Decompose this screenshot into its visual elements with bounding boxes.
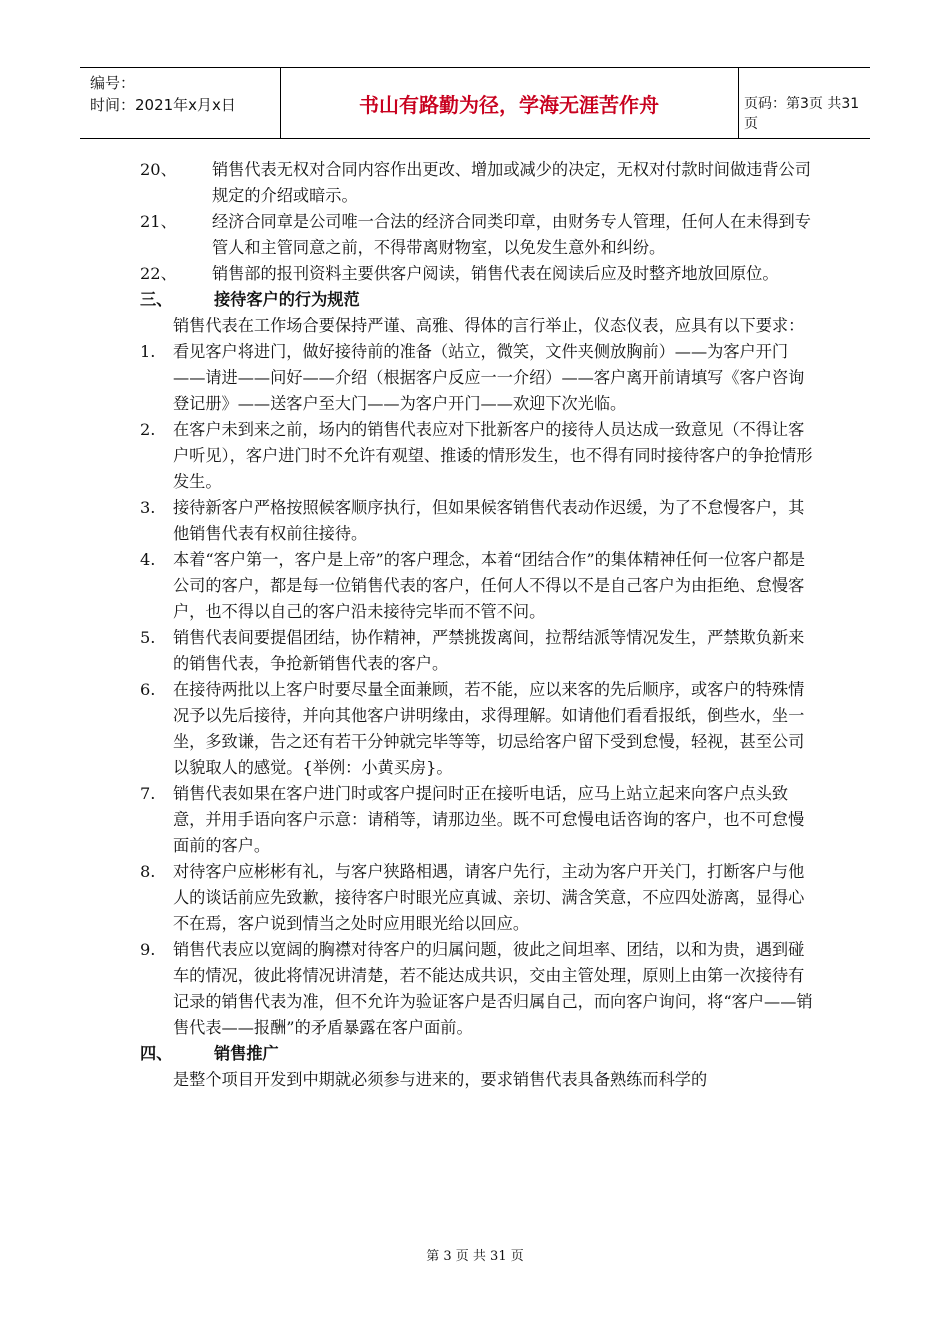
item-text: 在接待两批以上客户时要尽量全面兼顾，若不能，应以来客的先后顺序，或客户的特殊情况予以先后接待，并向其他客户讲明缘由，求得理解。如请他们看看报纸，倒些水，坐一坐，多致谦，告之还有若干分钟就完毕等等，切忌给客户留下受到怠慢，轻视，甚至公司以貌取人的感觉。{举例：小黄买房}。	[173, 680, 805, 777]
section-intro: 是整个项目开发到中期就必须参与进来的，要求销售代表具备熟练而科学的	[173, 1070, 708, 1089]
item-number: 22、	[140, 264, 177, 283]
item-text: 在客户未到来之前，场内的销售代表应对下批新客户的接待人员达成一致意见（不得让客户听见），客户进门时不允许有观望、推诿的情形发生，也不得有同时接待客户的争抢情形发生。	[173, 420, 813, 491]
item-text-content: 销售代表无权对合同内容作出更改、增加或减少的决定，无权对付款时间做违背公司规定的介绍或暗示。	[212, 160, 811, 205]
section-title: 接待客户的行为规范	[214, 290, 360, 309]
list-item	[140, 261, 820, 287]
item-text-content: 经济合同章是公司唯一合法的经济合同类印章，由财务专人管理，任何人在未得到专管人和主管同意之前，不得带离财物室，以免发生意外和纠纷。	[212, 212, 811, 257]
item-text: 销售代表间要提倡团结，协作精神，严禁挑拨离间，拉帮结派等情况发生，严禁欺负新来的销售代表，争抢新销售代表的客户。	[173, 628, 805, 673]
item-text: 对待客户应彬彬有礼，与客户狭路相遇，请客户先行，主动为客户开关门，打断客户与他人的谈话前应先致歉，接待客户时眼光应真诚、亲切、满含笑意，不应四处游离，显得心不在焉，客户说到情当之处时应用眼光给以回应。	[173, 862, 805, 933]
section-heading	[140, 287, 820, 313]
header-meta	[90, 72, 236, 116]
header-page-number: 页码：第3页 共31页	[744, 96, 860, 132]
list-item	[140, 157, 820, 209]
header-divider	[738, 68, 739, 138]
list-item	[140, 625, 820, 677]
list-item	[140, 547, 820, 625]
list-item	[140, 781, 820, 859]
section-heading	[140, 1041, 820, 1067]
page-header	[80, 67, 870, 139]
item-number: 8.	[140, 862, 156, 881]
list-item	[140, 937, 820, 1041]
item-text: 销售代表如果在客户进门时或客户提问时正在接听电话，应马上站立起来向客户点头致意，并用手语向客户示意：请稍等，请那边坐。既不可怠慢电话咨询的客户，也不可怠慢面前的客户。	[173, 784, 805, 855]
item-number: 1.	[140, 342, 156, 361]
item-number: 2.	[140, 420, 156, 439]
item-text: 本着“客户第一，客户是上帝”的客户理念，本着“团结合作”的集体精神任何一位客户都是公司的客户，都是每一位销售代表的客户，任何人不得以不是自己客户为由拒绝、怠慢客户，也不得以自己的客户沿未接待完毕而不管不问。	[173, 550, 806, 621]
item-text	[140, 157, 820, 209]
item-text-content: 销售部的报刊资料主要供客户阅读，销售代表在阅读后应及时整齐地放回原位。	[212, 264, 779, 283]
item-number: 7.	[140, 784, 156, 803]
section-intro: 销售代表在工作场合要保持严谨、高雅、得体的言行举止，仪态仪表，应具有以下要求：	[173, 316, 805, 335]
list-item	[140, 339, 820, 417]
item-text: 销售代表应以宽阔的胸襟对待客户的归属问题，彼此之间坦率、团结，以和为贵，遇到碰车的情况，彼此将情况讲清楚，若不能达成共识，交由主管处理，原则上由第一次接待有记录的销售代表为准，但不允许为验证客户是否归属自己，而向客户询问，将“客户——销售代表——报酬”的矛盾暴露在客户面前。	[173, 940, 813, 1037]
item-number: 9.	[140, 940, 156, 959]
item-number: 21、	[140, 212, 177, 231]
section-number: 四、	[140, 1044, 173, 1063]
list-item	[140, 859, 820, 937]
item-text: 看见客户将进门，做好接待前的准备（站立，微笑，文件夹侧放胸前）——为客户开门——请进——问好——介绍（根据客户反应一一介绍）——客户离开前请填写《客户咨询登记册》——送客户至大门——为客户开门——欢迎下次光临。	[173, 342, 805, 413]
list-item	[140, 677, 820, 781]
item-number: 5.	[140, 628, 156, 647]
item-number: 3.	[140, 498, 156, 517]
item-number: 4.	[140, 550, 156, 569]
document-body	[140, 157, 820, 1093]
item-number: 6.	[140, 680, 156, 699]
page-footer: 第 3 页 共 31 页	[426, 1249, 524, 1264]
item-text	[140, 261, 820, 287]
section-number: 三、	[140, 290, 173, 309]
list-item	[140, 209, 820, 261]
item-text	[140, 209, 820, 261]
code-label: 编号：	[90, 74, 136, 92]
list-item	[140, 417, 820, 495]
item-text: 接待新客户严格按照候客顺序执行，但如果候客销售代表动作迟缓，为了不怠慢客户，其他销售代表有权前往接待。	[173, 498, 805, 543]
list-item	[140, 495, 820, 547]
time-label: 时间：2021年x月x日	[90, 96, 236, 114]
item-number: 20、	[140, 160, 177, 179]
header-motto: 书山有路勤为径，学海无涯苦作舟	[359, 92, 659, 117]
section-title: 销售推广	[214, 1044, 279, 1063]
